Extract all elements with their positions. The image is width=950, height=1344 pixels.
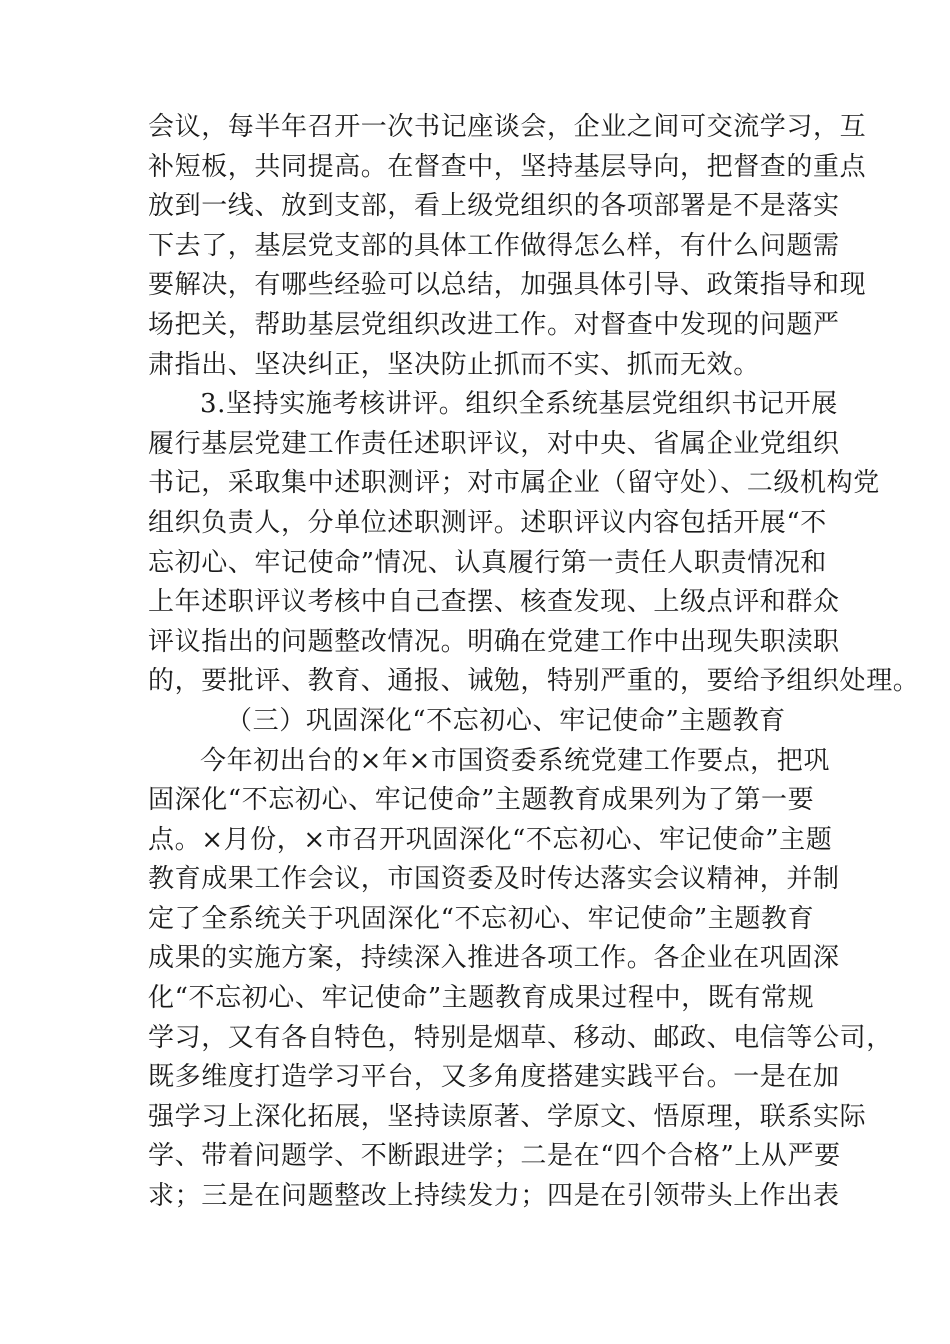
text-line: 要解决，有哪些经验可以总结，加强具体引导、政策指导和现 xyxy=(148,270,867,301)
text-line: 肃指出、坚决纠正，坚决防止抓而不实、抓而无效。 xyxy=(148,349,760,380)
text-line: 书记，采取集中述职测评；对市属企业（留守处）、二级机构党 xyxy=(148,468,880,499)
text-line: 固深化“不忘初心、牢记使命”主题教育成果列为了第一要 xyxy=(148,785,815,816)
text-line: 履行基层党建工作责任述职评议，对中央、省属企业党组织 xyxy=(148,428,840,459)
paragraph-theme-education xyxy=(148,742,893,1217)
section-heading-text: （三）巩固深化“不忘初心、牢记使命”主题教育 xyxy=(226,705,786,736)
text-line: 成果的实施方案，持续深入推进各项工作。各企业在巩固深 xyxy=(148,943,840,974)
text-line: 评议指出的问题整改情况。明确在党建工作中出现失职渎职 xyxy=(148,626,840,657)
paragraph-supervision xyxy=(148,108,867,385)
text-line: 化“不忘初心、牢记使命”主题教育成果过程中，既有常规 xyxy=(148,983,815,1014)
text-line: 点。×月份，×市召开巩固深化“不忘初心、牢记使命”主题 xyxy=(148,824,833,855)
text-line: 场把关，帮助基层党组织改进工作。对督查中发现的问题严 xyxy=(148,309,840,340)
text-line: 忘初心、牢记使命”情况、认真履行第一责任人职责情况和 xyxy=(148,547,827,578)
document-body xyxy=(148,108,920,1217)
text-line: 教育成果工作会议，市国资委及时传达落实会议精神，并制 xyxy=(148,864,840,895)
text-line: 定了全系统关于巩固深化“不忘初心、牢记使命”主题教育 xyxy=(148,903,815,934)
text-line: 上年述职评议考核中自己查摆、核查发现、上级点评和群众 xyxy=(148,587,840,618)
text-line: 既多维度打造学习平台，又多角度搭建实践平台。一是在加 xyxy=(148,1062,840,1093)
text-line: 学、带着问题学、不断跟进学；二是在“四个合格”上从严要 xyxy=(148,1141,841,1172)
text-line: 的，要批评、教育、通报、诫勉，特别严重的，要给予组织处理。 xyxy=(148,666,920,697)
text-line: 放到一线、放到支部，看上级党组织的各项部署是不是落实 xyxy=(148,191,840,222)
text-line: 组织负责人，分单位述职测评。述职评议内容包括开展“不 xyxy=(148,507,827,538)
text-line: 强学习上深化拓展，坚持读原著、学原文、悟原理，联系实际 xyxy=(148,1101,867,1132)
text-line: 补短板，共同提高。在督查中，坚持基层导向，把督查的重点 xyxy=(148,151,867,182)
text-line: 3.坚持实施考核讲评。组织全系统基层党组织书记开展 xyxy=(200,389,838,420)
text-line: 学习，又有各自特色，特别是烟草、移动、邮政、电信等公司， xyxy=(148,1022,893,1053)
text-line: 下去了，基层党支部的具体工作做得怎么样，有什么问题需 xyxy=(148,230,840,261)
text-line: 会议，每半年召开一次书记座谈会，企业之间可交流学习，互 xyxy=(148,112,867,142)
section-heading xyxy=(148,702,808,742)
paragraph-assessment xyxy=(148,385,920,702)
text-line: 求；三是在问题整改上持续发力；四是在引领带头上作出表 xyxy=(148,1181,840,1212)
text-line: 今年初出台的×年×市国资委系统党建工作要点，把巩 xyxy=(200,745,830,776)
